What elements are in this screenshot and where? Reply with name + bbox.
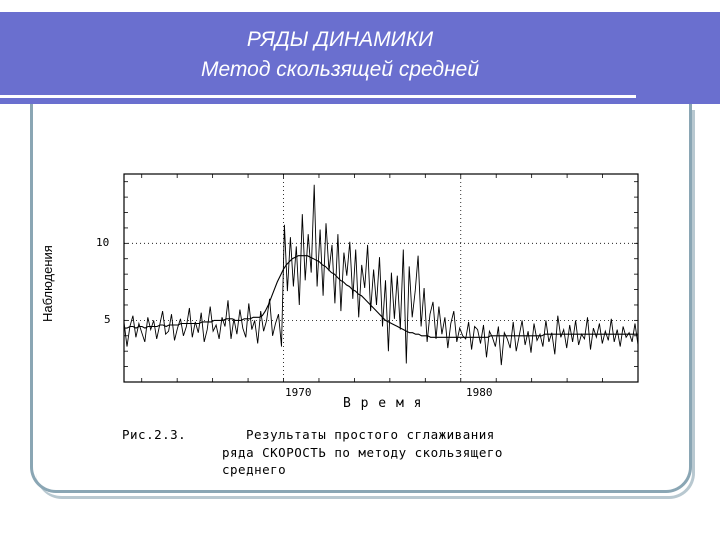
raw-series-line [124,185,638,365]
series-layer [124,185,638,365]
y-tick-label-10: 10 [96,236,110,249]
caption-label: Рис.2.3. [122,427,187,442]
x-tick-label-1970: 1970 [285,386,312,399]
y-axis-label: Наблюдения [40,245,55,322]
plot-border [124,174,638,382]
page-title: РЯДЫ ДИНАМИКИ [246,28,434,51]
caption-line1: Результаты простого сглаживания [246,427,495,442]
x-axis-label: В р е м я [343,396,423,411]
caption-line2: ряда СКОРОСТЬ по методу скользящего [222,445,503,460]
caption-line3: среднего [222,462,287,477]
x-tick-label-1980: 1980 [466,386,493,399]
chart-grid [124,174,638,382]
tick-marks [124,174,638,382]
page-subtitle: Метод скользящей средней [200,58,480,81]
y-tick-label-5: 5 [104,313,111,326]
